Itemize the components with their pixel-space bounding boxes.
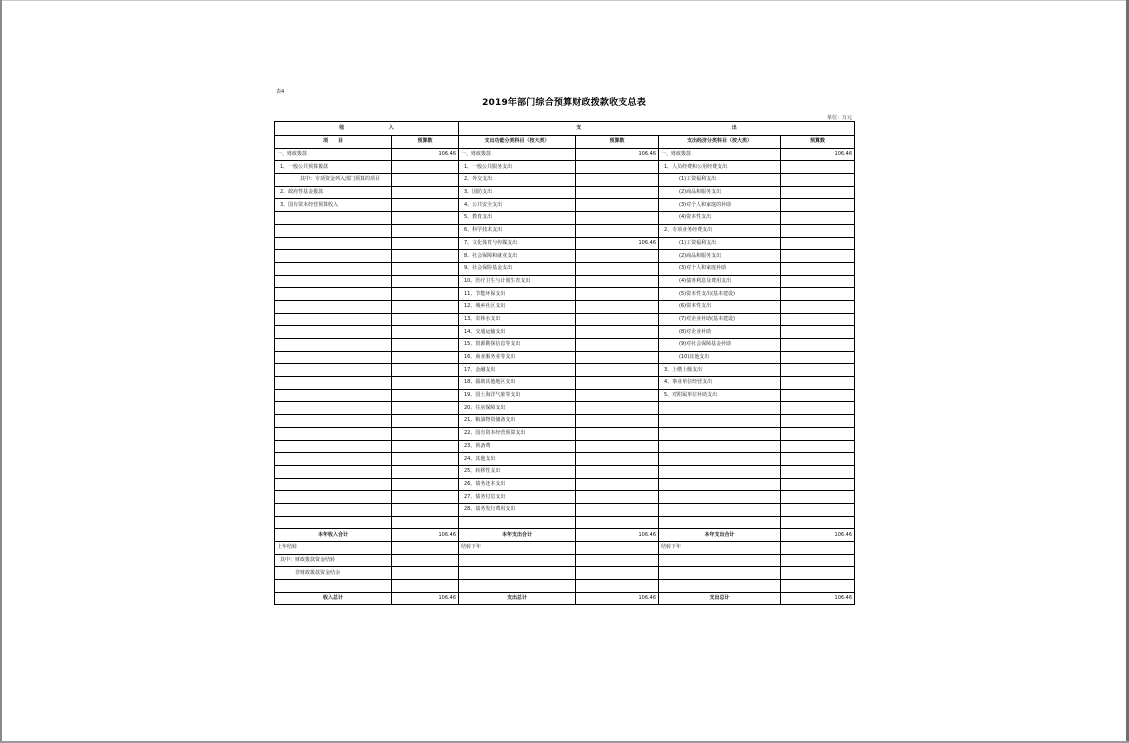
econ-budget-cell — [781, 313, 855, 326]
func-category-cell: 28、债务发行费用支出 — [459, 503, 576, 516]
func-category-cell: 25、转移性支出 — [459, 465, 576, 478]
grand-income-label: 收入总计 — [275, 592, 392, 605]
table-row — [275, 364, 855, 377]
func-category-cell: 22、国有资本经营预算支出 — [459, 427, 576, 440]
func-category-cell: 20、住房保障支出 — [459, 402, 576, 415]
func-category-cell: 23、预备费 — [459, 440, 576, 453]
income-item-cell — [275, 300, 392, 313]
func-budget-cell — [576, 275, 659, 288]
col-header-income-budget: 预算数 — [392, 136, 459, 149]
econ-category-cell: (3)对个人和家庭的补助 — [659, 199, 781, 212]
econ-category-cell: (7)对企业补助(基本建设) — [659, 313, 781, 326]
table-row — [275, 440, 855, 453]
income-budget-cell — [392, 212, 459, 225]
income-item-cell — [275, 478, 392, 491]
func-budget-cell — [576, 262, 659, 275]
income-budget-cell: 106.46 — [392, 148, 459, 161]
grand-total-row — [275, 592, 855, 605]
econ-category-cell — [659, 427, 781, 440]
func-budget-cell — [576, 415, 659, 428]
table-row — [275, 275, 855, 288]
econ-category-cell: (8)对企业补助 — [659, 326, 781, 339]
income-item-cell — [275, 453, 392, 466]
econ-budget-cell — [781, 351, 855, 364]
blank-row — [275, 580, 855, 593]
income-budget-cell — [392, 402, 459, 415]
econ-category-cell: (6)资本性支出 — [659, 300, 781, 313]
income-budget-cell — [392, 161, 459, 174]
grand-econ-label: 支出总计 — [659, 592, 781, 605]
grand-func-label: 支出总计 — [459, 592, 576, 605]
econ-category-cell: 一、财政拨款 — [659, 148, 781, 161]
unit-label: 单位：万元 — [826, 115, 852, 121]
econ-budget-cell — [781, 516, 855, 529]
income-item-cell — [275, 275, 392, 288]
year-income-total-value: 106.46 — [392, 529, 459, 542]
table-row — [275, 313, 855, 326]
income-budget-cell — [392, 377, 459, 390]
econ-category-cell: 4、事业单位经营支出 — [659, 377, 781, 390]
func-category-cell: 2、外交支出 — [459, 174, 576, 187]
func-budget-cell — [576, 224, 659, 237]
year-total-row — [275, 529, 855, 542]
expense-group-header — [459, 122, 855, 136]
table-number: 表4 — [276, 89, 285, 95]
column-header-row — [275, 136, 855, 149]
income-item-cell: 2、政府性基金拨款 — [275, 186, 392, 199]
func-budget-cell — [576, 440, 659, 453]
col-header-econ-category: 支出经济分类科目（按大类） — [659, 136, 781, 149]
grand-income-value: 106.46 — [392, 592, 459, 605]
func-category-cell: 27、债务付息支出 — [459, 491, 576, 504]
func-budget-cell — [576, 250, 659, 263]
income-budget-cell — [392, 326, 459, 339]
econ-budget-cell — [781, 250, 855, 263]
func-category-cell: 17、金融支出 — [459, 364, 576, 377]
table-row — [275, 224, 855, 237]
income-budget-cell — [392, 313, 459, 326]
econ-category-cell — [659, 516, 781, 529]
income-item-cell — [275, 339, 392, 352]
econ-category-cell: 3、上缴上级支出 — [659, 364, 781, 377]
func-category-cell: 24、其他支出 — [459, 453, 576, 466]
income-budget-cell — [392, 351, 459, 364]
table-row — [275, 478, 855, 491]
table-row — [275, 300, 855, 313]
income-item-cell: 1、一般公共预算拨款 — [275, 161, 392, 174]
econ-category-cell — [659, 478, 781, 491]
page-left-edge — [0, 0, 2, 743]
page-top-edge — [0, 0, 1129, 1]
func-budget-cell — [576, 288, 659, 301]
table-row — [275, 148, 855, 161]
income-budget-cell — [392, 174, 459, 187]
econ-category-cell — [659, 440, 781, 453]
income-budget-cell — [392, 288, 459, 301]
income-budget-cell — [392, 237, 459, 250]
econ-category-cell — [659, 465, 781, 478]
income-budget-cell — [392, 427, 459, 440]
budget-summary-table — [274, 121, 855, 605]
fiscal-carry-row — [275, 554, 855, 567]
income-item-cell — [275, 212, 392, 225]
income-budget-cell — [392, 453, 459, 466]
func-category-cell: 10、医疗卫生与计划生育支出 — [459, 275, 576, 288]
func-category-cell: 8、社会保障和就业支出 — [459, 250, 576, 263]
year-func-total-value: 106.46 — [576, 529, 659, 542]
econ-category-cell: (5)资本性支出(基本建设) — [659, 288, 781, 301]
func-budget-cell — [576, 300, 659, 313]
func-category-cell: 9、社会保险基金支出 — [459, 262, 576, 275]
econ-budget-cell — [781, 326, 855, 339]
grand-econ-value: 106.46 — [781, 592, 855, 605]
header-group-row — [275, 122, 855, 136]
table-row — [275, 389, 855, 402]
econ-budget-cell — [781, 364, 855, 377]
income-item-cell — [275, 389, 392, 402]
func-category-cell: 7、文化体育与传媒支出 — [459, 237, 576, 250]
income-budget-cell — [392, 250, 459, 263]
col-header-item: 项 目 — [275, 136, 392, 149]
econ-budget-cell — [781, 186, 855, 199]
income-item-cell — [275, 440, 392, 453]
econ-budget-cell — [781, 300, 855, 313]
income-item-cell: 其中：专项资金列入部门预算的项目 — [275, 174, 392, 187]
table-row — [275, 503, 855, 516]
econ-budget-cell — [781, 237, 855, 250]
func-category-cell: 1、一般公共服务支出 — [459, 161, 576, 174]
income-budget-cell — [392, 275, 459, 288]
func-budget-cell — [576, 389, 659, 402]
econ-budget-cell — [781, 199, 855, 212]
func-category-cell: 26、债务还本支出 — [459, 478, 576, 491]
func-category-cell: 11、节能环保支出 — [459, 288, 576, 301]
non-fiscal-label: 非财政拨款资金结余 — [275, 567, 392, 580]
econ-category-cell: (9)对社会保障基金补助 — [659, 339, 781, 352]
income-budget-cell — [392, 364, 459, 377]
econ-category-cell: (1)工资福利支出 — [659, 237, 781, 250]
non-fiscal-row — [275, 567, 855, 580]
econ-budget-cell — [781, 465, 855, 478]
func-budget-cell — [576, 402, 659, 415]
table-row — [275, 237, 855, 250]
income-item-cell — [275, 503, 392, 516]
func-category-cell — [459, 516, 576, 529]
income-budget-cell — [392, 199, 459, 212]
econ-budget-cell — [781, 440, 855, 453]
fiscal-carry-label: 其中：财政拨款资金结转 — [275, 554, 392, 567]
econ-budget-cell — [781, 212, 855, 225]
income-item-cell: 一、财政拨款 — [275, 148, 392, 161]
carry-next-econ-label: 结转下年 — [659, 542, 781, 555]
income-budget-cell — [392, 465, 459, 478]
econ-category-cell — [659, 402, 781, 415]
income-budget-cell — [392, 516, 459, 529]
table-row — [275, 339, 855, 352]
econ-category-cell: (1)工资福利支出 — [659, 174, 781, 187]
econ-budget-cell — [781, 491, 855, 504]
econ-category-cell: (2)商品和服务支出 — [659, 186, 781, 199]
income-item-cell — [275, 465, 392, 478]
table-row — [275, 326, 855, 339]
table-row — [275, 250, 855, 263]
func-budget-cell — [576, 491, 659, 504]
table-row — [275, 199, 855, 212]
expense-header-char-1: 支 — [576, 125, 582, 131]
income-item-cell — [275, 364, 392, 377]
income-item-cell — [275, 351, 392, 364]
econ-category-cell: (4)债务利息及费用支出 — [659, 275, 781, 288]
income-item-cell — [275, 326, 392, 339]
econ-budget-cell — [781, 389, 855, 402]
income-item-cell — [275, 224, 392, 237]
econ-budget-cell — [781, 275, 855, 288]
func-category-cell: 18、援助其他地区支出 — [459, 377, 576, 390]
income-budget-cell — [392, 389, 459, 402]
table-row — [275, 174, 855, 187]
table-row — [275, 377, 855, 390]
expense-header-char-2: 出 — [731, 125, 737, 131]
econ-category-cell — [659, 453, 781, 466]
col-header-func-budget: 预算数 — [576, 136, 659, 149]
income-item-cell — [275, 313, 392, 326]
econ-budget-cell — [781, 377, 855, 390]
econ-budget-cell — [781, 339, 855, 352]
income-budget-cell — [392, 415, 459, 428]
table-row — [275, 415, 855, 428]
col-header-econ-budget: 预算数 — [781, 136, 855, 149]
func-category-cell: 13、农林水支出 — [459, 313, 576, 326]
year-econ-total-label: 本年支出合计 — [659, 529, 781, 542]
func-budget-cell — [576, 351, 659, 364]
func-budget-cell — [576, 503, 659, 516]
func-budget-cell — [576, 326, 659, 339]
econ-budget-cell — [781, 453, 855, 466]
income-group-header — [275, 122, 459, 136]
carry-next-econ-value — [781, 542, 855, 555]
func-budget-cell — [576, 199, 659, 212]
income-item-cell — [275, 237, 392, 250]
year-econ-total-value: 106.46 — [781, 529, 855, 542]
func-budget-cell: 106.46 — [576, 237, 659, 250]
func-budget-cell — [576, 364, 659, 377]
func-budget-cell: 106.46 — [576, 148, 659, 161]
income-item-cell — [275, 288, 392, 301]
table-row — [275, 427, 855, 440]
econ-budget-cell — [781, 288, 855, 301]
econ-budget-cell — [781, 503, 855, 516]
prev-balance-label: 上年结转 — [275, 542, 392, 555]
prev-balance-value — [392, 542, 459, 555]
econ-budget-cell — [781, 427, 855, 440]
income-item-cell — [275, 262, 392, 275]
econ-budget-cell — [781, 402, 855, 415]
func-budget-cell — [576, 377, 659, 390]
income-budget-cell — [392, 491, 459, 504]
func-category-cell: 3、国防支出 — [459, 186, 576, 199]
econ-category-cell — [659, 503, 781, 516]
col-header-func-category: 支出功能分类科目（按大类） — [459, 136, 576, 149]
func-budget-cell — [576, 339, 659, 352]
func-budget-cell — [576, 174, 659, 187]
carry-next-func-value — [576, 542, 659, 555]
income-budget-cell — [392, 224, 459, 237]
grand-func-value: 106.46 — [576, 592, 659, 605]
carry-row — [275, 542, 855, 555]
econ-category-cell: (2)商品和服务支出 — [659, 250, 781, 263]
document-title: 2019年部门综合预算财政拨款收支总表 — [482, 98, 646, 108]
table-row — [275, 262, 855, 275]
table-row — [275, 212, 855, 225]
income-budget-cell — [392, 478, 459, 491]
func-budget-cell — [576, 313, 659, 326]
func-budget-cell — [576, 212, 659, 225]
econ-budget-cell: 106.46 — [781, 148, 855, 161]
table-row — [275, 453, 855, 466]
income-header-char-1: 收 — [339, 125, 345, 131]
func-category-cell: 一、财政拨款 — [459, 148, 576, 161]
econ-budget-cell — [781, 478, 855, 491]
econ-budget-cell — [781, 262, 855, 275]
func-budget-cell — [576, 186, 659, 199]
econ-category-cell: 2、专项业务经费支出 — [659, 224, 781, 237]
table-row — [275, 402, 855, 415]
func-category-cell: 14、交通运输支出 — [459, 326, 576, 339]
income-item-cell — [275, 377, 392, 390]
income-budget-cell — [392, 503, 459, 516]
econ-budget-cell — [781, 415, 855, 428]
income-budget-cell — [392, 440, 459, 453]
income-item-cell — [275, 516, 392, 529]
func-category-cell: 4、公共安全支出 — [459, 199, 576, 212]
income-budget-cell — [392, 262, 459, 275]
func-category-cell: 5、教育支出 — [459, 212, 576, 225]
econ-budget-cell — [781, 224, 855, 237]
func-budget-cell — [576, 516, 659, 529]
econ-category-cell: (10)其他支出 — [659, 351, 781, 364]
econ-category-cell: 1、人员经费和公用经费支出 — [659, 161, 781, 174]
income-item-cell — [275, 427, 392, 440]
econ-category-cell: 5、对附属单位补助支出 — [659, 389, 781, 402]
table-row — [275, 491, 855, 504]
func-category-cell: 16、商业服务业等支出 — [459, 351, 576, 364]
func-budget-cell — [576, 161, 659, 174]
table-row — [275, 186, 855, 199]
func-category-cell: 21、粮油物资储备支出 — [459, 415, 576, 428]
func-category-cell: 19、国土海洋气象等支出 — [459, 389, 576, 402]
income-item-cell — [275, 250, 392, 263]
table-row — [275, 465, 855, 478]
carry-next-func-label: 结转下年 — [459, 542, 576, 555]
income-item-cell — [275, 402, 392, 415]
econ-category-cell: (3)对个人和家庭补助 — [659, 262, 781, 275]
econ-budget-cell — [781, 161, 855, 174]
year-func-total-label: 本年支出合计 — [459, 529, 576, 542]
func-category-cell: 6、科学技术支出 — [459, 224, 576, 237]
income-item-cell — [275, 415, 392, 428]
year-income-total-label: 本年收入合计 — [275, 529, 392, 542]
income-header-char-2: 入 — [388, 125, 394, 131]
income-budget-cell — [392, 186, 459, 199]
econ-category-cell — [659, 415, 781, 428]
income-budget-cell — [392, 300, 459, 313]
income-budget-cell — [392, 339, 459, 352]
table-row — [275, 516, 855, 529]
func-category-cell: 12、城乡社区支出 — [459, 300, 576, 313]
func-budget-cell — [576, 427, 659, 440]
econ-category-cell: (4)资本性支出 — [659, 212, 781, 225]
table-row — [275, 351, 855, 364]
table-row — [275, 288, 855, 301]
econ-budget-cell — [781, 174, 855, 187]
func-category-cell: 15、资源勘探信息等支出 — [459, 339, 576, 352]
func-budget-cell — [576, 453, 659, 466]
econ-category-cell — [659, 491, 781, 504]
func-budget-cell — [576, 465, 659, 478]
table-row — [275, 161, 855, 174]
income-item-cell — [275, 491, 392, 504]
func-budget-cell — [576, 478, 659, 491]
income-item-cell: 3、国有资本经营预算收入 — [275, 199, 392, 212]
